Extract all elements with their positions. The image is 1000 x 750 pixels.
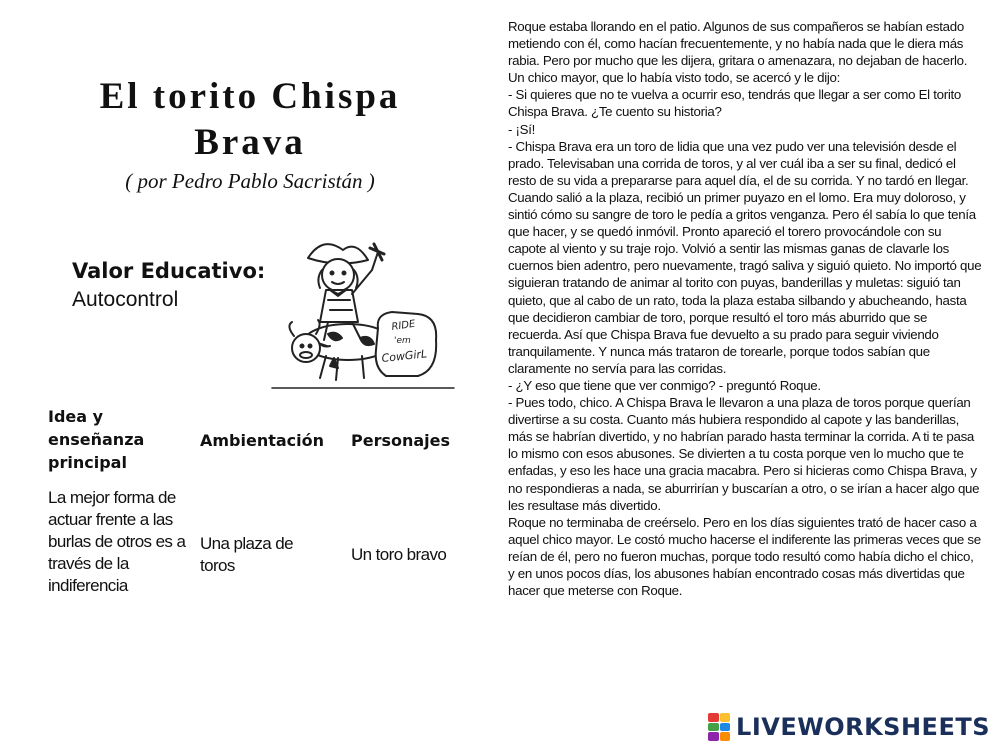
cowgirl-bull-illustration bbox=[268, 230, 458, 390]
valor-educativo-value: Autocontrol bbox=[72, 288, 179, 311]
table-cell-personajes: Un toro bravo bbox=[351, 545, 447, 564]
story-text bbox=[508, 18, 982, 599]
story-paragraph: - Pues todo, chico. A Chispa Brava le llevaron a una plaza de toros porque querían divertirse a su costa. Cuanto más hubiera respondido al capote y las banderillas, más se habrían divertido, y no habrían parado hasta terminar la corrida. A ti te pasa lo mismo con esos abusones. Se divierten a tu costa porque ven lo mucho que te enfadas, y eso les hace una gracia macabra. Pero si hicieras como Chispa Brava, y no respondieras a nada, se aburrirían y buscarían a otro, o se irían a hacer algo que les resultase más divertido. bbox=[508, 395, 980, 513]
left-column bbox=[0, 0, 490, 750]
liveworksheets-wordmark: LIVEWORKSHEETS bbox=[736, 713, 990, 741]
story-paragraph: - Si quieres que no te vuelva a ocurrir eso, tendrás que llegar a ser como El torito Chispa Brava. ¿Te cuento su historia? bbox=[508, 87, 961, 120]
valor-educativo-label: Valor Educativo: bbox=[72, 259, 266, 283]
story-paragraph: - ¿Y eso que tiene que ver conmigo? - preguntó Roque. bbox=[508, 377, 821, 393]
story-paragraph: Un chico mayor, que lo había visto todo, se acercó y le dijo: bbox=[508, 70, 841, 86]
story-author: ( por Pedro Pablo Sacristán ) bbox=[125, 169, 375, 193]
story-paragraph: - ¡Sí! bbox=[508, 121, 536, 137]
story-paragraph: Roque no terminaba de creérselo. Pero en los días siguientes trató de hacer caso a aquel chico mayor. Le costó mucho hacerse el indiferente las primeras veces que se reían de él, pero no fueron muchas, porque todo resultó como había dicho el chico, y en unos pocos días, los abusones habían encontrado cosas más divertidas que hacer que meterse con Roque. bbox=[508, 514, 981, 599]
story-title bbox=[40, 74, 460, 166]
table-cell-ambientacion: Una plaza de toros bbox=[200, 534, 293, 575]
story-paragraph: Roque estaba llorando en el patio. Algunos de sus compañeros se habían estado metiendo con él, como hacían frecuentemente, y no había nada que le diera más rabia. Pero por mucho que les dijera, gritara o amenazara, no dejaban de hacerlo. bbox=[508, 19, 968, 69]
sign-text-1: RIDE bbox=[390, 318, 417, 333]
table-header-ambientacion: Ambientación bbox=[200, 431, 325, 450]
sign-text-2: 'em bbox=[394, 336, 411, 346]
liveworksheets-icon bbox=[708, 713, 730, 741]
table-header-personajes: Personajes bbox=[351, 431, 451, 450]
story-paragraph: - Chispa Brava era un toro de lidia que una vez pudo ver una televisión desde el prado. Televisaban una corrida de toros, y al ver cuál iba a ser su final, dedicó el resto de su vida a prepararse para aquel día, el de su corrida. Y no tardó en llegar. bbox=[508, 138, 969, 188]
liveworksheets-logo bbox=[708, 710, 990, 744]
title-line-2: Brava bbox=[194, 122, 306, 163]
story-paragraph: Cuando salió a la plaza, recibió un primer puyazo en el lomo. Era muy doloroso, y sintió cómo su sangre de toro le pedía a gritos venganza. Pero él sabía lo que tenía que hacer, y se quedó inmóvil. Pronto apareció el torero provocándole con su capote al viento y su traje rojo. Volvió a sentir las mismas ganas de clavarle los cuernos bien adentro, pero nuevamente, tragó saliva y siguió quieto. No importó que siguieran tratando de animar al torito con puyas, banderillas y muletas: siguió tan quieto, que al cabo de un rato, toda la plaza estaba silbando y abucheando, hasta que decidieron cambiar de toro, porque resultó el toro más aburrido que se recuerda. Así que Chispa Brava fue devuelto a su prado para seguir viviendo tranquilamente. Y nunca más trataron de torearle, porque todos sabían que claramente no servía para las corridas. bbox=[508, 189, 982, 376]
title-line-1: El torito Chispa bbox=[99, 76, 401, 117]
table-cell-idea: La mejor forma de actuar frente a las burlas de otros es a través de la indiferencia bbox=[48, 488, 186, 595]
table-header-idea: Idea y enseñanza principal bbox=[48, 407, 145, 472]
sign-text-3: CowGirL bbox=[380, 347, 428, 365]
